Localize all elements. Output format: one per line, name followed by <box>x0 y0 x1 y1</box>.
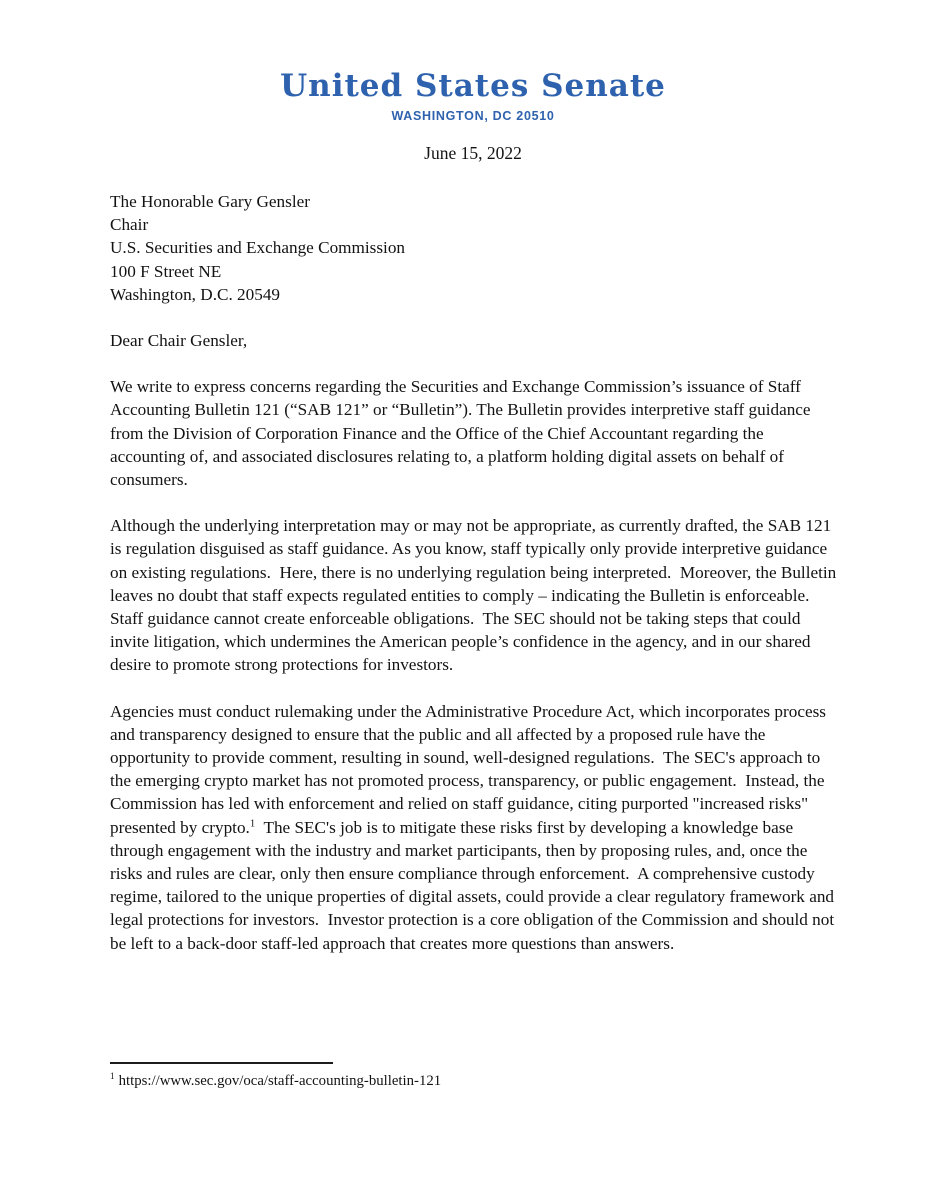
letterhead <box>0 0 946 123</box>
letterhead-address: WASHINGTON, DC 20510 <box>391 109 555 123</box>
paragraph-3-text-before-note: Agencies must conduct rulemaking under the Administrative Procedure Act, which incorporates process and transparency designed to ensure that the public and all affected by a proposed rule have the opportunity to provide comment, resulting in sound, well-designed regulations. The SEC's approach to the emerging crypto market has not promoted process, transparency, or public engagement. Instead, the Commission has led with enforcement and relied on staff guidance, citing purported "increased risks" presented by crypto. <box>110 701 831 837</box>
footnote <box>110 1072 838 1091</box>
letterhead-org-title: United States Senate <box>280 68 666 104</box>
letter-date: June 15, 2022 <box>424 143 522 163</box>
letter-body <box>110 190 841 955</box>
paragraph-3-text-after-note: The SEC's job is to mitigate these risks first by developing a knowledge base through engagement with the industry and market participants, then by proposing rules, and, once the risks and rules are clear, only then ensure compliance through enforcement. A comprehensive custody regime, tailored to the unique properties of digital assets, could provide a clear regulatory framework and legal protections for investors. Investor protection is a core obligation of the Commission and should not be left to a back-door staff-led approach that creates more questions than answers. <box>110 817 839 953</box>
recipient-title: Chair <box>110 215 149 235</box>
salutation: Dear Chair Gensler, <box>110 331 248 351</box>
footnote-number: 1 <box>110 1071 115 1082</box>
footnote-reference-marker: 1 <box>249 817 256 829</box>
footnote-url: https://www.sec.gov/oca/staff-accounting-bulletin-121 <box>118 1073 442 1089</box>
recipient-organization: U.S. Securities and Exchange Commission <box>110 238 406 258</box>
recipient-address-block <box>110 190 838 306</box>
recipient-name: The Honorable Gary Gensler <box>110 192 310 211</box>
recipient-city: Washington, D.C. 20549 <box>110 284 281 304</box>
footnote-divider <box>110 1062 333 1064</box>
footnote-block <box>110 1062 838 1091</box>
recipient-street: 100 F Street NE <box>110 261 222 281</box>
paragraph-1: We write to express concerns regarding the Securities and Exchange Commission’s issuance of Staff Accounting Bulletin 121 (“SAB 121” or “Bulletin”). The Bulletin provides interpretive staff guidance from the Division of Corporation Finance and the Office of the Chief Accountant regarding the accounting of, and associated disclosures relating to, a platform holding digital assets on behalf of consumers. <box>110 377 815 490</box>
paragraph-3 <box>110 700 838 955</box>
paragraph-2: Although the underlying interpretation may or may not be appropriate, as currently drafted, the SAB 121 is regulation disguised as staff guidance. As you know, staff typically only provide interpretive guidance on existing regulations. Here, there is no underlying regulation being interpreted. Moreover, the Bulletin leaves no doubt that staff expects regulated entities to comply – indicating the Bulletin is enforceable. Staff guidance cannot create enforceable obligations. The SEC should not be taking steps that could invite litigation, which undermines the American people’s confidence in the agency, and in our shared desire to promote strong protections for investors. <box>110 516 841 675</box>
